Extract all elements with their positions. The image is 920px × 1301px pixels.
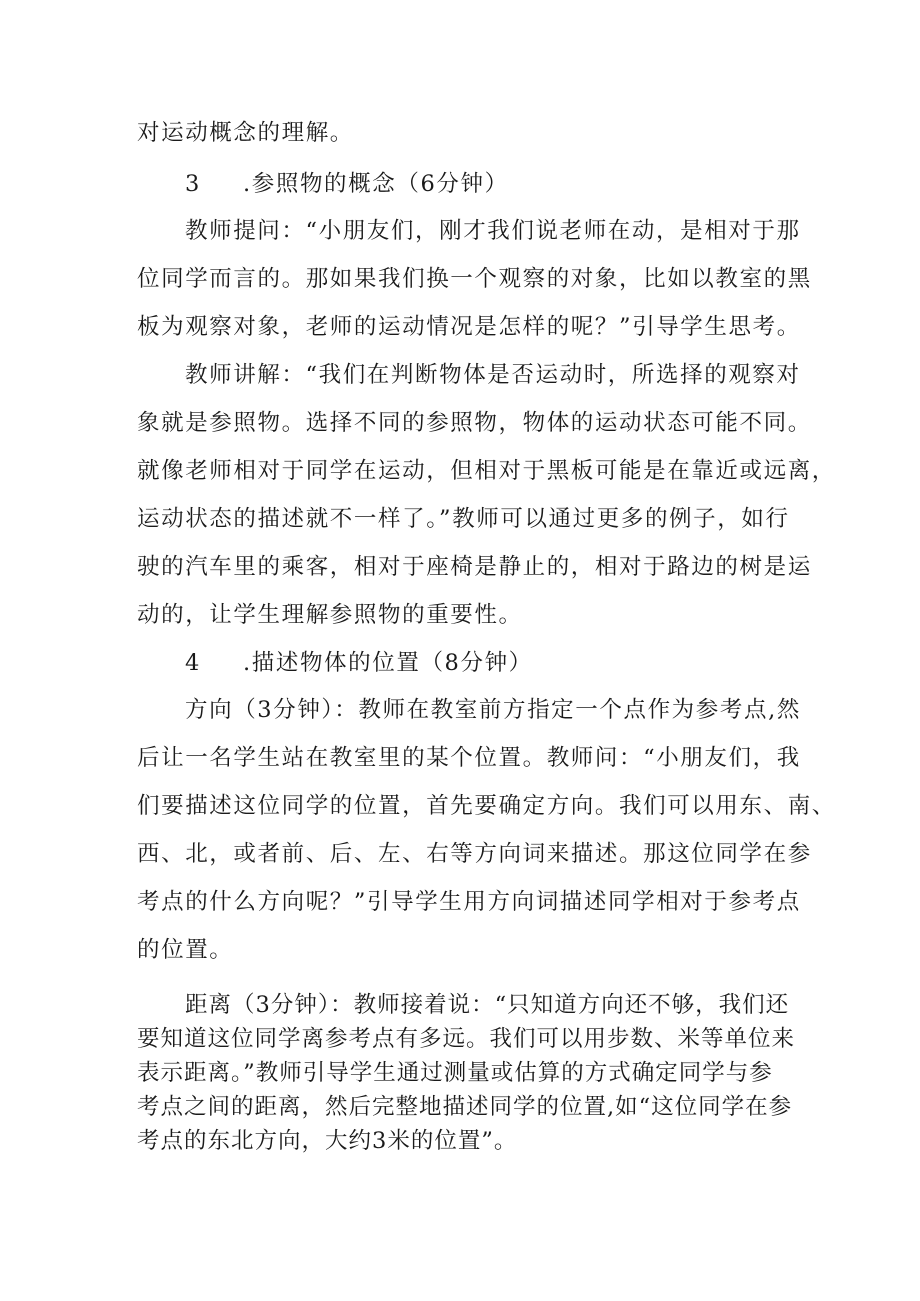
paragraph-line: 方向（3分钟）：教师在教室前方指定一个点作为参考点,然 (185, 697, 801, 723)
section-title: .参照物的概念（6分钟） (243, 171, 509, 197)
paragraph-line: 动的，让学生理解参照物的重要性。 (137, 602, 523, 628)
paragraph-line: 板为观察对象，老师的运动情况是怎样的呢？”引导学生思考。 (137, 314, 801, 340)
section-heading-4 (185, 652, 533, 675)
paragraph-line: 位同学而言的。那如果我们换一个观察的对象，比如以教室的黑 (137, 266, 812, 292)
paragraph-line: 的位置。 (137, 937, 234, 963)
section-heading-3 (185, 173, 509, 196)
paragraph-line: 后让一名学生站在教室里的某个位置。教师问：“小朋友们，我 (137, 745, 801, 771)
paragraph-line: 就像老师相对于同学在运动，但相对于黑板可能是在靠近或远离， (137, 458, 836, 484)
paragraph-line: 对运动概念的理解。 (137, 120, 354, 146)
paragraph-line: 考点的什么方向呢？”引导学生用方向词描述同学相对于参考点 (137, 889, 801, 915)
paragraph-line: 们要描述这位同学的位置，首先要确定方向。我们可以用东、南、 (137, 793, 836, 819)
paragraph-line: 考点之间的距离，然后完整地描述同学的位置,如“这位同学在参 (137, 1094, 793, 1120)
section-number: 4 (185, 650, 201, 676)
paragraph-line: 驶的汽车里的乘客，相对于座椅是静止的，相对于路边的树是运 (137, 554, 812, 580)
paragraph-line: 运动状态的描述就不一样了。”教师可以通过更多的例子，如行 (137, 506, 790, 532)
paragraph-line: 象就是参照物。选择不同的参照物，物体的运动状态可能不同。 (137, 410, 812, 436)
paragraph-line: 要知道这位同学离参考点有多远。我们可以用步数、米等单位来 (137, 1026, 796, 1052)
section-number: 3 (185, 171, 201, 197)
paragraph-line: 距离（3分钟）：教师接着说：“只知道方向还不够，我们还 (185, 992, 790, 1018)
paragraph-line: 教师提问：“小朋友们，刚才我们说老师在动，是相对于那 (185, 218, 801, 244)
paragraph-line: 考点的东北方向，大约3米的位置”。 (137, 1128, 518, 1154)
paragraph-line: 西、北，或者前、后、左、右等方向词来描述。那这位同学在参 (137, 841, 812, 867)
paragraph-line: 表示距离。”教师引导学生通过测量或估算的方式确定同学与参 (137, 1060, 773, 1086)
paragraph-line: 教师讲解：“我们在判断物体是否运动时，所选择的观察对 (185, 362, 801, 388)
section-title: .描述物体的位置（8分钟） (243, 650, 533, 676)
